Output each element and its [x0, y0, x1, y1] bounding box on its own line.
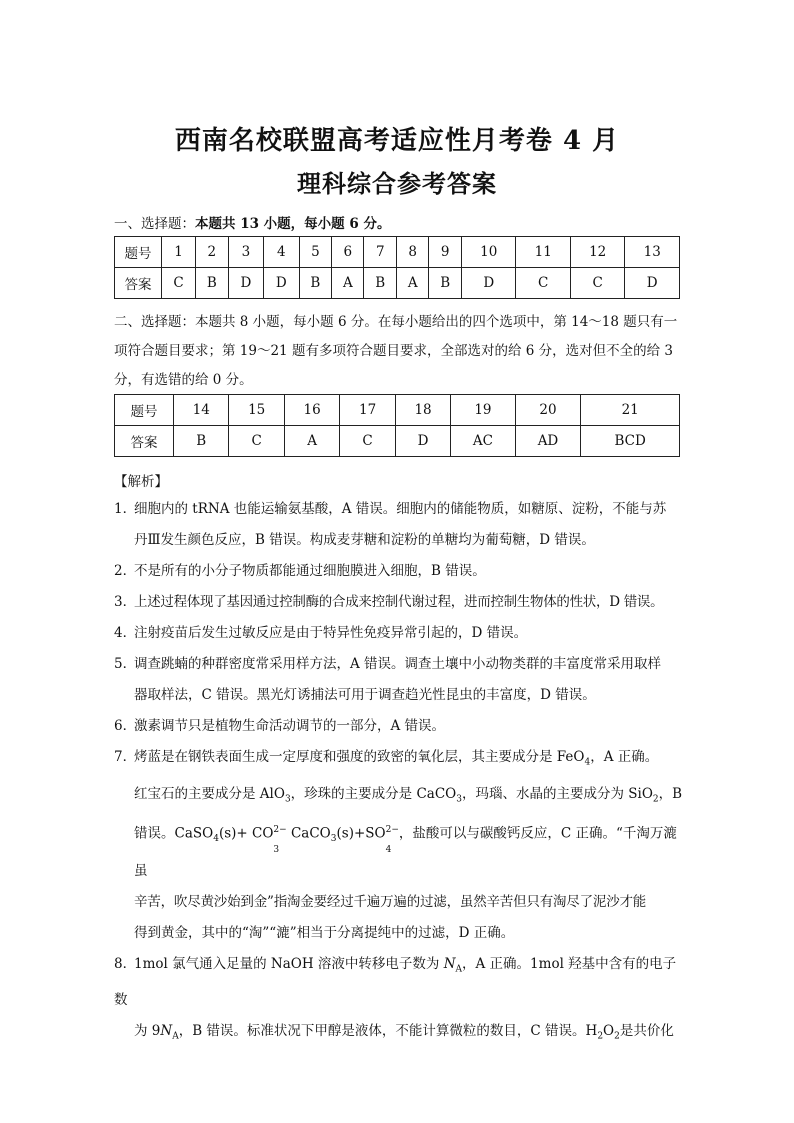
table-cell: B: [364, 268, 397, 299]
table-cell: D: [462, 268, 516, 299]
table-cell: B: [299, 268, 332, 299]
section2-heading-label: 二、选择题：: [114, 314, 195, 330]
table-cell: 17: [340, 395, 395, 426]
row-label: 答案: [115, 268, 162, 299]
table-cell: C: [229, 426, 284, 457]
list-item: [114, 618, 684, 649]
row-label: 题号: [115, 237, 162, 268]
table-cell: B: [429, 268, 462, 299]
item-text: 不是所有的小分子物质都能通过细胞膜进入细胞，B 错误。: [134, 563, 486, 579]
page-subtitle: 理科综合参考答案: [297, 169, 497, 198]
table-cell: 19: [451, 395, 515, 426]
table-cell: 2: [195, 237, 228, 268]
row-label: 题号: [115, 395, 174, 426]
table-cell: D: [228, 268, 263, 299]
table-cell: C: [340, 426, 395, 457]
table-cell: 15: [229, 395, 284, 426]
analysis-list: [114, 494, 684, 1053]
table-row-numbers: [115, 395, 680, 426]
item-text: 1mol 氯气通入足量的 NaOH 溶液中转移电子数为: [134, 955, 444, 972]
list-item-7: [114, 742, 684, 949]
table-cell: 9: [429, 237, 462, 268]
item-text: 调查跳蝻的种群密度常采用样方法，A 错误。调查土壤中小动物类群的丰富度常采用取样: [134, 656, 662, 672]
section1-heading-label: 一、选择题：: [114, 216, 195, 232]
item-text-cont: 红宝石的主要成分是 AlO$_3$，珍珠的主要成分是 CaCO$_3$，玛瑙、水晶的主要成分为 SiO$_2$，B: [134, 785, 683, 805]
answer-table-2: [114, 394, 680, 457]
list-item: [114, 556, 684, 587]
table-cell: C: [516, 268, 570, 299]
table-cell: 18: [395, 395, 450, 426]
formula: A: [455, 964, 463, 975]
item-text: ，A 正确。: [590, 749, 659, 765]
item-text-cont: 丹Ⅲ发生颜色反应，B 错误。构成麦芽糖和淀粉的单糖均为葡萄糖，D 错误。: [134, 532, 595, 548]
item-text: 上述过程体现了基因通过控制酶的合成来控制代谢过程，进而控制生物体的性状，D 错误。: [134, 594, 664, 610]
table-cell: 21: [581, 395, 680, 426]
row-label: 答案: [115, 426, 174, 457]
answer-table-1: [114, 236, 680, 299]
item-text-cont: 得到黄金，其中的“淘”“漉”相当于分离提纯中的过滤，D 正确。: [134, 924, 515, 941]
table-cell: 10: [462, 237, 516, 268]
item-text-cont: 为 $9N_A$，B 错误。标准状况下甲醇是液体，不能计算微粒的数目，C 错误。$H_2O_2$是共价化: [134, 1023, 674, 1042]
item-text-cont: 器取样法，C 错误。黑光灯诱捕法可用于调查趋光性昆虫的丰富度，D 错误。: [134, 687, 596, 703]
table-cell: D: [395, 426, 450, 457]
table-cell: AC: [451, 426, 515, 457]
list-item: [114, 711, 684, 742]
page-title: 西南名校联盟高考适应性月考卷 4 月: [174, 126, 620, 156]
section1-heading-text: 本题共 13 小题，每小题 6 分。: [195, 216, 391, 232]
list-item: [114, 494, 684, 556]
table-cell: 5: [299, 237, 332, 268]
item-number: 1．: [114, 501, 137, 517]
table-cell: 20: [515, 395, 581, 426]
item-text: 注射疫苗后发生过敏反应是由于特异性免疫异常引起的，D 错误。: [134, 625, 528, 641]
formula: N: [443, 955, 456, 972]
table-cell: 6: [332, 237, 364, 268]
table-row-answers: [115, 426, 680, 457]
table-cell: 11: [516, 237, 570, 268]
table-cell: A: [284, 426, 339, 457]
item-text: ，A 正确。1mol 羟基中含有的电子数: [114, 955, 677, 1009]
item-number: 2．: [114, 563, 137, 579]
section1-heading: [114, 212, 390, 232]
table-cell: B: [195, 268, 228, 299]
analysis-label: 【解析】: [114, 474, 168, 490]
table-cell: 3: [228, 237, 263, 268]
list-item: [114, 649, 684, 711]
table-row-answers: [115, 268, 680, 299]
table-cell: 12: [570, 237, 624, 268]
section2-heading: [114, 308, 684, 395]
table-cell: 14: [174, 395, 229, 426]
item-number: 7．: [114, 749, 137, 765]
formula: $O_4$: [573, 749, 591, 768]
item-text: 细胞内的 tRNA 也能运输氨基酸，A 错误。细胞内的储能物质，如糖原、淀粉，不能与苏: [134, 501, 667, 517]
item-number: 3．: [114, 594, 137, 610]
item-text: 烤蓝是在钢铁表面生成一定厚度和强度的致密的氧化层，其主要成分是 Fe: [134, 749, 574, 765]
table-cell: 4: [264, 237, 299, 268]
table-cell: C: [162, 268, 196, 299]
list-item: [114, 587, 684, 618]
section2-heading-text: 本题共 8 小题，每小题 6 分。在每小题给出的四个选项中，第 14～18 题只有一项符合题目要求；第 19～21 题有多项符合题目要求，全部选对的给 6 分，选对但不全的给 3 分，有选错的给 0 分。: [114, 314, 678, 388]
table-cell: 8: [397, 237, 429, 268]
item-number: 5．: [114, 656, 137, 672]
table-cell: BCD: [581, 426, 680, 457]
item-number: 4．: [114, 625, 137, 641]
table-cell: D: [625, 268, 680, 299]
table-cell: B: [174, 426, 229, 457]
table-cell: C: [570, 268, 624, 299]
table-cell: 13: [625, 237, 680, 268]
item-number: 6．: [114, 718, 137, 734]
table-cell: D: [264, 268, 299, 299]
table-cell: A: [332, 268, 364, 299]
table-cell: AD: [515, 426, 581, 457]
table-cell: 16: [284, 395, 339, 426]
item-text: 激素调节只是植物生命活动调节的一部分，A 错误。: [134, 718, 446, 734]
item-text-cont: 辛苦，吹尽黄沙始到金”指淘金要经过千遍万遍的过滤，虽然辛苦但只有淘尽了泥沙才能: [134, 893, 647, 910]
item-number: 8．: [114, 955, 137, 972]
table-cell: A: [397, 268, 429, 299]
list-item-8: [114, 949, 684, 1053]
table-row-numbers: [115, 237, 680, 268]
table-cell: 1: [162, 237, 196, 268]
table-cell: 7: [364, 237, 397, 268]
item-text-cont: 错误。CaSO$_4$(s)+ CO $^{3 2-}$ CaCO$_3$(s)+SO $^{4 2-}$，盐酸可以与碳酸钙反应，C 正确。“千淘万漉虽: [134, 825, 677, 879]
